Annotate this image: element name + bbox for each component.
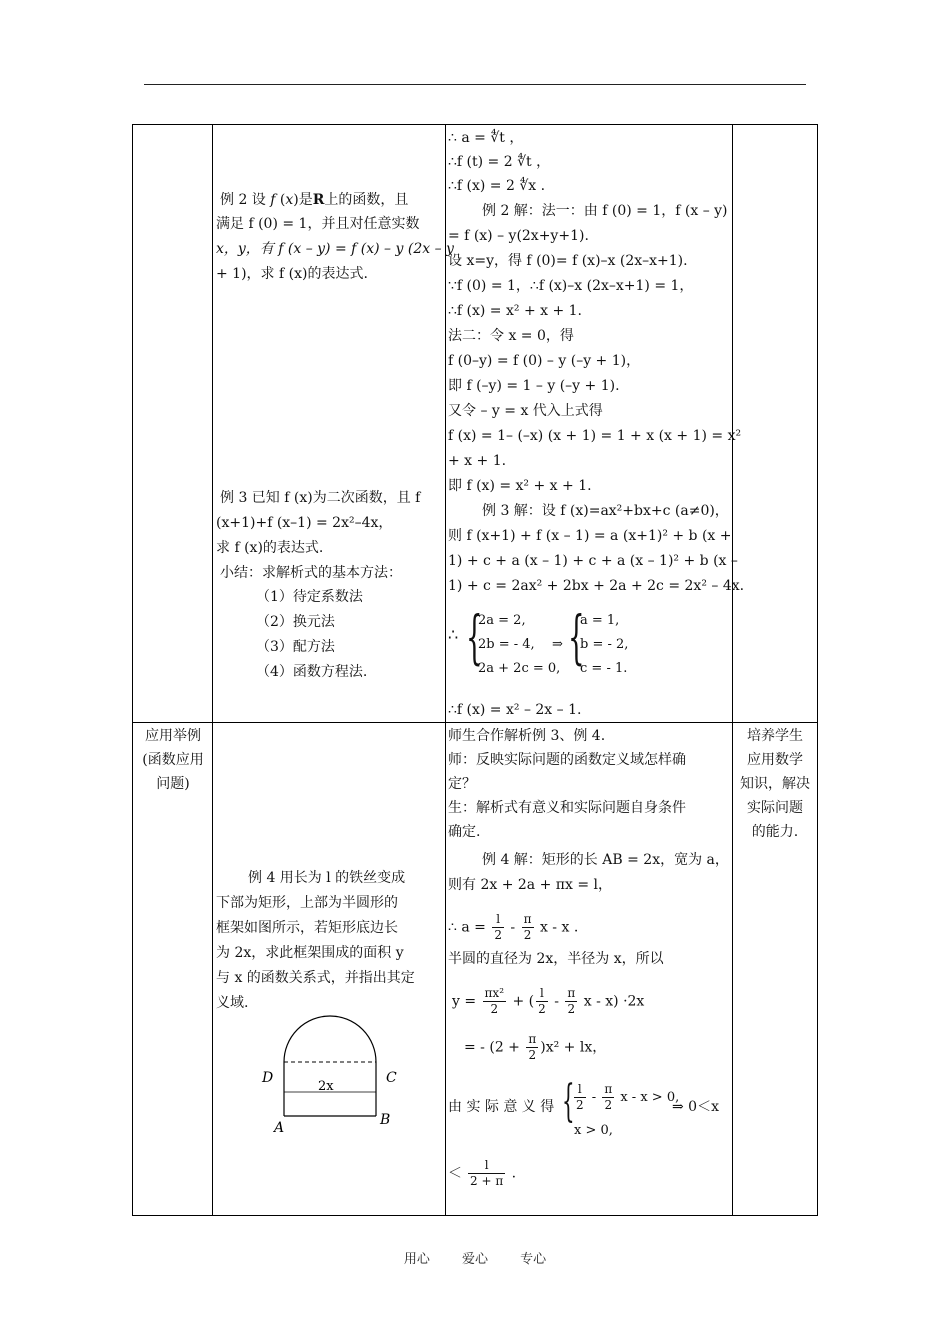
ex3-final: ∴f (x) = x² – 2x – 1. xyxy=(448,702,582,718)
row-label-line2: (函数应用 xyxy=(142,752,204,768)
method-1: （1）待定系数法 xyxy=(256,589,363,605)
ex4-domain-result: ＜ $\frac{l}{2 + \pi}$ . xyxy=(448,1158,517,1188)
ex3-system-brace: { xyxy=(466,603,483,671)
row-label-line3: 问题) xyxy=(156,776,190,792)
table-border-top xyxy=(132,124,818,125)
row-note-line4: 实际问题 xyxy=(747,800,803,816)
ex3-solution-line1: 例 3 解：设 f (x)=ax²+bx+c (a≠0)， xyxy=(482,503,729,519)
ex2-problem-line3: x，y，有 f (x – y) = f (x) – y (2x – y xyxy=(216,241,454,257)
lesson-table xyxy=(132,124,818,1216)
table-row-divider xyxy=(132,722,818,723)
ex4-problem-line4: 为 2x，求此框架围成的面积 y xyxy=(216,945,404,961)
table-border-left xyxy=(132,124,133,1216)
ex3-system-line1: 2a = 2, xyxy=(478,613,526,628)
ex3-implies: ⇒ xyxy=(552,637,563,652)
ex4-problem-line6: 义域. xyxy=(216,995,249,1011)
row-label-line1: 应用举例 xyxy=(145,728,201,744)
ex4-domain-implies: ⇒ 0＜x xyxy=(672,1099,719,1115)
frame-figure xyxy=(256,1008,406,1138)
discussion-line5: 确定. xyxy=(448,824,481,840)
ex2-solution-line3: 设 x=y，得 f (0)= f (x)–x (2x–x+1). xyxy=(448,253,688,269)
table-col-divider-2 xyxy=(445,124,446,1216)
ex3-solution-line4: 1) + c = 2ax² + 2bx + 2a + 2c = 2x² – 4x. xyxy=(448,578,745,594)
page-footer xyxy=(0,1248,950,1267)
ex3-system-line3: 2a + 2c = 0, xyxy=(478,661,561,676)
discussion-line2: 师：反映实际问题的函数定义域怎样确 xyxy=(448,752,686,768)
sol-top-line2: ∴f (t) = 2 ∜t ， xyxy=(448,154,551,170)
ex3-result-line1: a = 1, xyxy=(580,613,620,628)
label-A: A xyxy=(274,1120,285,1136)
ex4-problem-line5: 与 x 的函数关系式，并指出其定 xyxy=(216,970,415,986)
ex3-problem-line2: (x+1)+f (x–1) = 2x²–4x， xyxy=(216,515,393,531)
ex2-solution-line7: f (0–y) = f (0) – y (–y + 1)， xyxy=(448,353,641,369)
row-note-line1: 培养学生 xyxy=(747,728,803,744)
ex2-solution-line10: f (x) = 1– (–x) (x + 1) = 1 + x (x + 1) = x² xyxy=(448,428,742,444)
ex3-result-line2: b = - 2, xyxy=(580,637,629,652)
ex2-problem-line2: 满足 f (0) = 1，并且对任意实数 xyxy=(216,216,420,232)
footer-word-2: 爱心 xyxy=(461,1252,488,1267)
ex4-y-formula: y = $\frac{\text{πx²}}{2}$ + ( $\frac{l}{2}$ - $\frac{\pi}{2}$ x - x) ·2x xyxy=(452,986,645,1016)
row-note-line3: 知识，解决 xyxy=(740,776,810,792)
summary-title: 小结：求解析式的基本方法： xyxy=(220,565,402,581)
ex4-problem-line1: 例 4 用长为 l 的铁丝变成 xyxy=(248,870,406,886)
ex4-y-simplified: = - (2 + $\frac{\pi}{2}$ )x² + lx， xyxy=(464,1032,607,1062)
ex3-problem-line3: 求 f (x)的表达式. xyxy=(216,540,324,556)
ex3-result-brace: { xyxy=(568,603,585,671)
sol-top-line1: ∴ a = ∜t ， xyxy=(448,130,524,146)
ex3-system-line2: 2b = - 4, xyxy=(478,637,535,652)
ex4-domain-brace: { xyxy=(562,1076,575,1127)
ex4-solution-line1: 例 4 解：矩形的长 AB = 2x，宽为 a， xyxy=(482,852,729,868)
ex2-problem-line4: + 1)，求 f (x)的表达式. xyxy=(216,266,368,282)
row-note-line2: 应用数学 xyxy=(747,752,803,768)
ex3-problem-line1: 例 3 已知 f (x)为二次函数，且 f xyxy=(220,490,421,506)
ex2-solution-line1: 例 2 解：法一：由 f (0) = 1，f (x – y) xyxy=(482,203,728,219)
header-rule xyxy=(144,84,806,85)
ex3-result-line3: c = - 1. xyxy=(580,661,628,676)
semicircle-arc xyxy=(284,1016,376,1062)
method-2: （2）换元法 xyxy=(256,614,335,630)
ex2-solution-line12: 即 f (x) = x² + x + 1. xyxy=(448,478,592,494)
discussion-line1: 师生合作解析例 3、例 4. xyxy=(448,728,606,744)
ex4-domain-cond1: $\frac{l}{2}$ - $\frac{\pi}{2}$ x - x > 0, xyxy=(576,1082,680,1112)
ex4-domain-lead: 由 实 际 意 义 得 xyxy=(448,1099,555,1115)
row-note-line5: 的能力. xyxy=(751,824,799,840)
ex2-solution-line11: + x + 1. xyxy=(448,453,507,469)
ex4-domain-cond2: x > 0, xyxy=(574,1123,613,1138)
method-4: （4）函数方程法. xyxy=(256,664,368,680)
label-width: 2x xyxy=(318,1079,334,1094)
discussion-line3: 定？ xyxy=(448,776,476,792)
ex2-solution-line2: = f (x) – y(2x+y+1). xyxy=(448,228,589,244)
ex4-solution-line2: 则有 2x + 2a + πx = l， xyxy=(448,877,612,893)
table-col-divider-1 xyxy=(212,124,213,1216)
table-border-right xyxy=(817,124,818,1216)
ex2-solution-line9: 又令 – y = x 代入上式得 xyxy=(448,403,603,419)
footer-word-3: 专心 xyxy=(520,1252,547,1267)
ex4-problem-line2: 下部为矩形，上部为半圆形的 xyxy=(216,895,398,911)
ex2-solution-line4: ∵f (0) = 1，∴f (x)–x (2x–x+1) = 1， xyxy=(448,278,694,294)
ex4-a-formula: ∴ a = $\frac{l}{2}$ - $\frac{\pi}{2}$ x - x . xyxy=(448,912,579,942)
ex2-solution-line6: 法二：令 x = 0，得 xyxy=(448,328,574,344)
label-D: D xyxy=(262,1070,274,1086)
label-C: C xyxy=(386,1070,397,1086)
table-border-bottom xyxy=(132,1215,818,1216)
ex2-problem-line1: 例 2 设 f (x)是R上的函数，且 xyxy=(220,192,409,208)
ex3-therefore: ∴ xyxy=(448,625,459,644)
table-col-divider-3 xyxy=(732,124,733,1216)
ex4-problem-line3: 框架如图所示，若矩形底边长 xyxy=(216,920,398,936)
footer-word-1: 用心 xyxy=(403,1252,430,1267)
ex3-solution-line2: 则 f (x+1) + f (x – 1) = a (x+1)² + b (x + xyxy=(448,528,732,544)
ex3-solution-line3: 1) + c + a (x – 1) + c + a (x – 1)² + b (x – xyxy=(448,553,738,569)
method-3: （3）配方法 xyxy=(256,639,335,655)
ex2-solution-line8: 即 f (–y) = 1 – y (–y + 1). xyxy=(448,378,620,394)
ex4-solution-line4: 半圆的直径为 2x，半径为 x，所以 xyxy=(448,951,664,967)
label-B: B xyxy=(380,1112,391,1128)
sol-top-line3: ∴f (x) = 2 ∜x . xyxy=(448,178,546,194)
ex2-solution-line5: ∴f (x) = x² + x + 1. xyxy=(448,303,583,319)
discussion-line4: 生：解析式有意义和实际问题自身条件 xyxy=(448,800,686,816)
